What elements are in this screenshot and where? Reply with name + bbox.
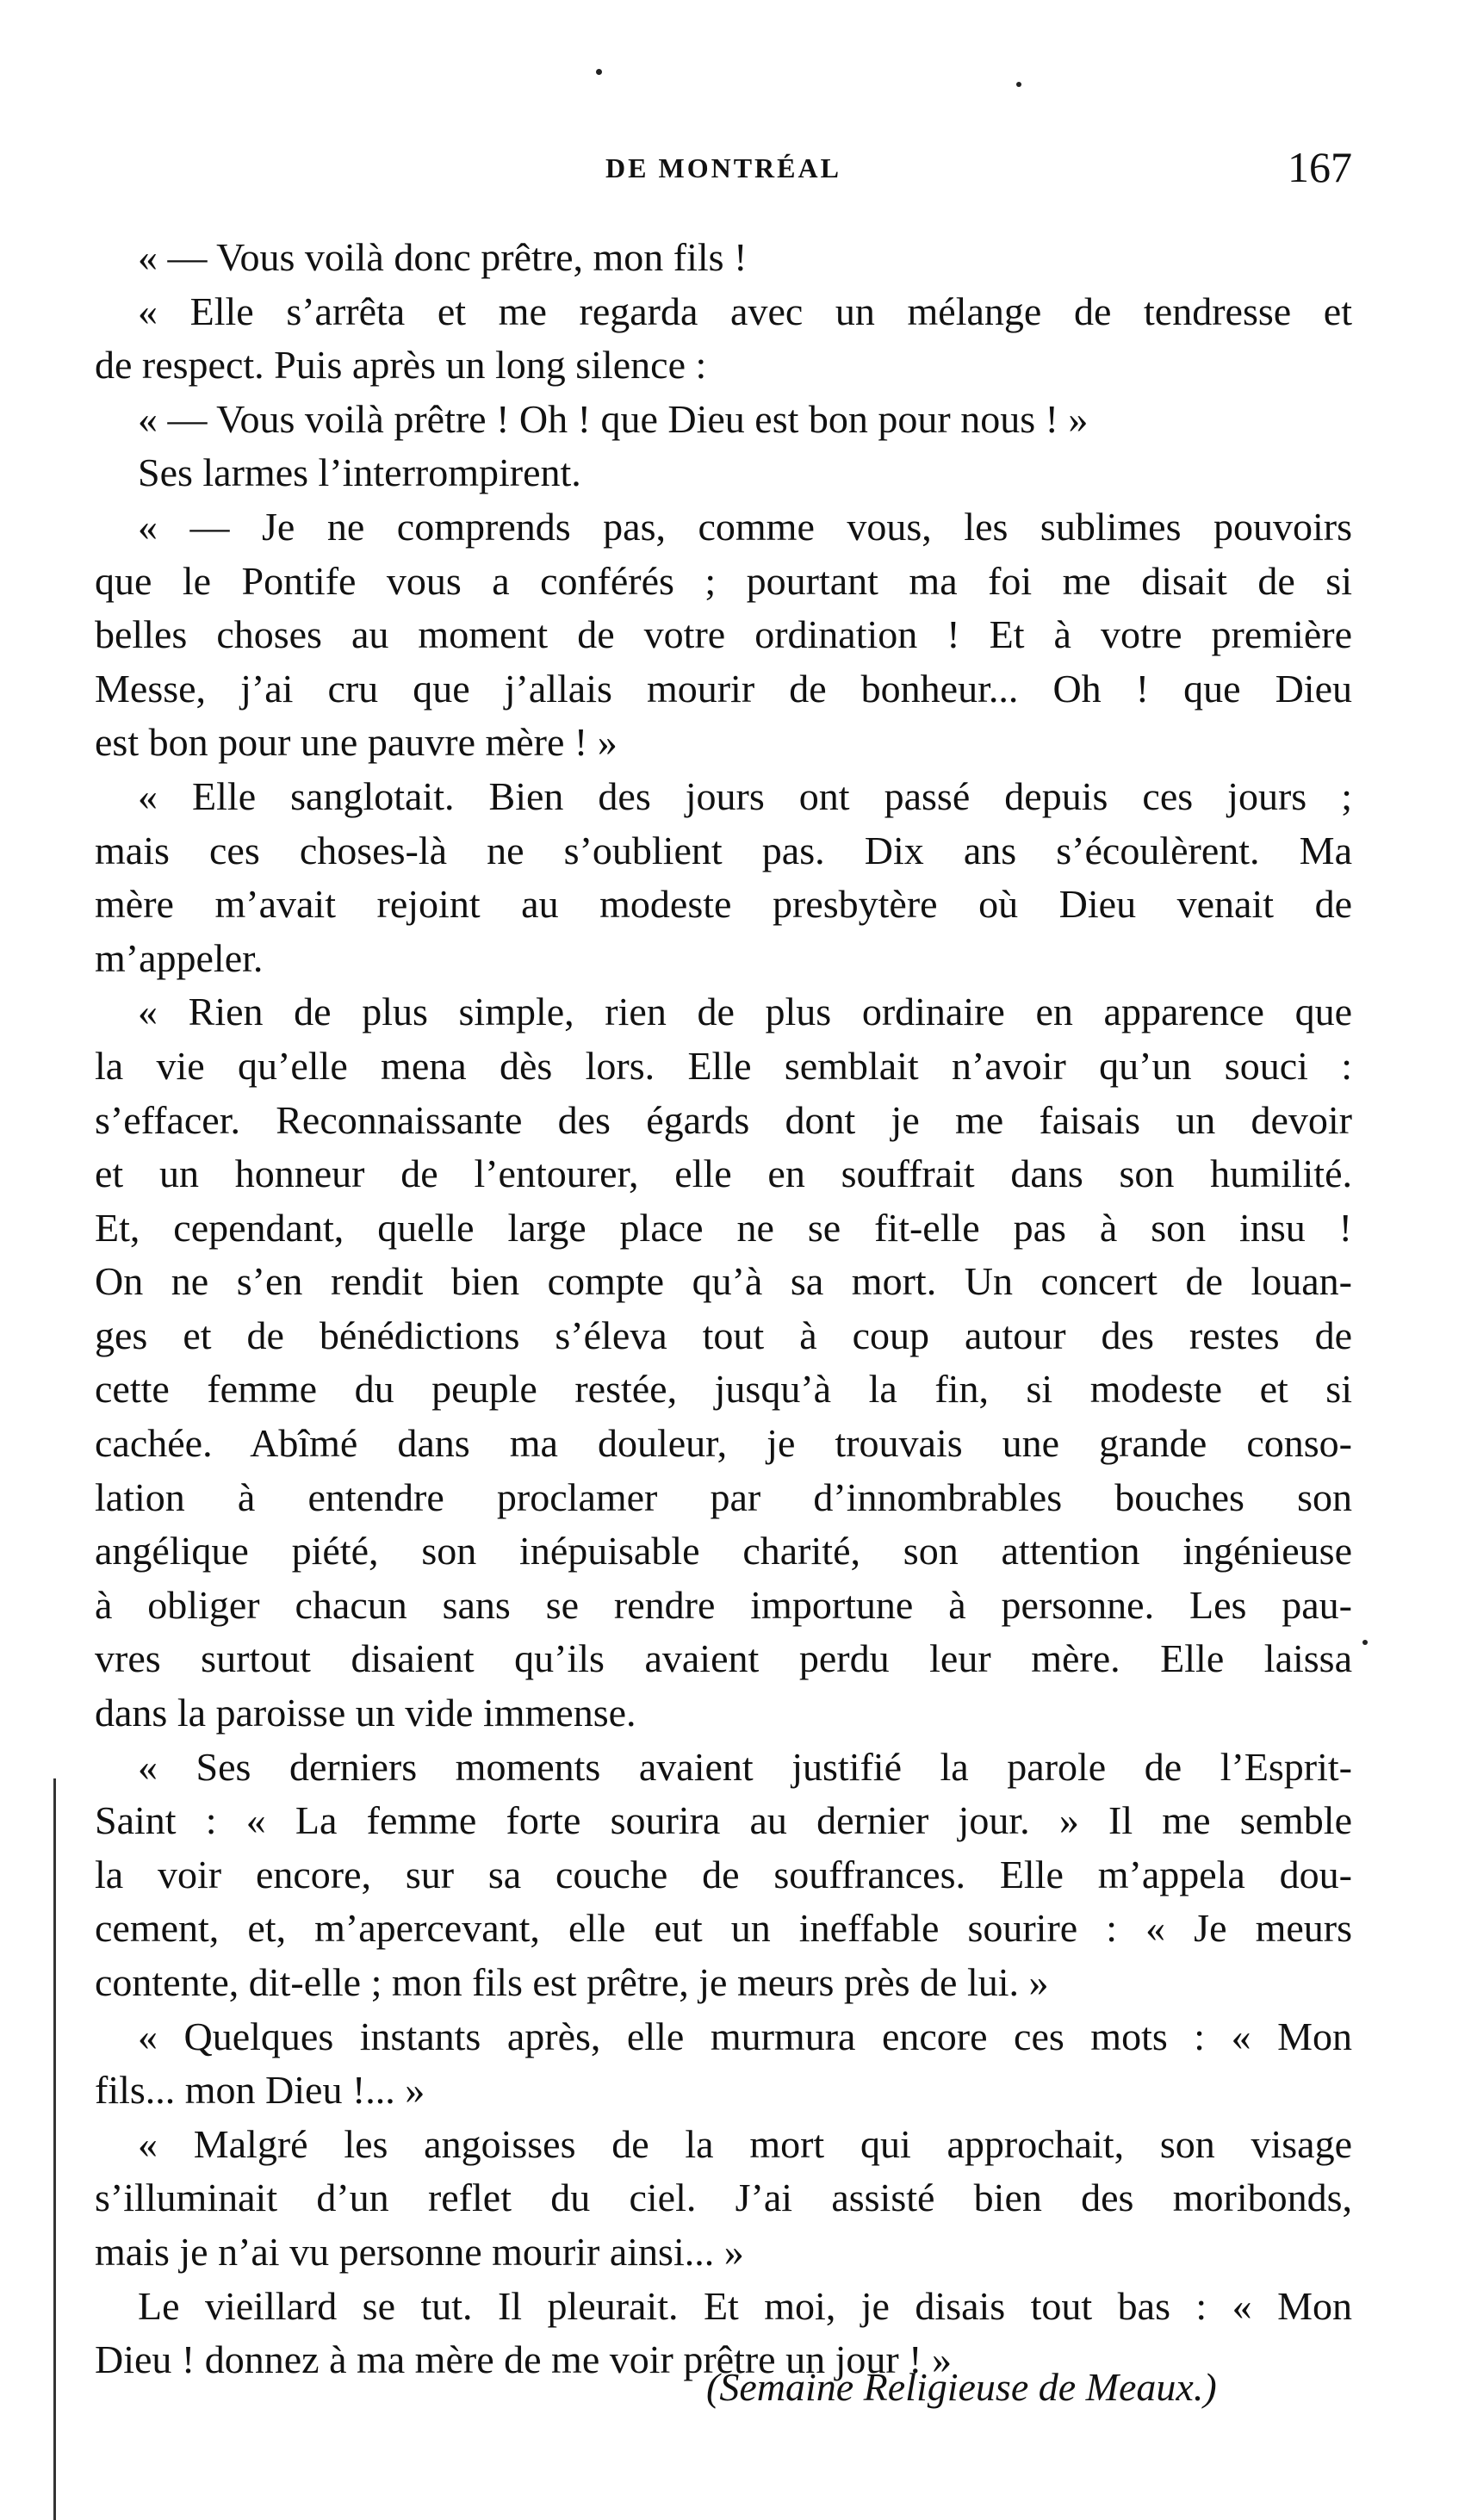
text-line: « — Je ne comprends pas, comme vous, les sublimes pouvoirs <box>138 504 1352 549</box>
text-line: Ses larmes l’interrompirent. <box>138 450 581 495</box>
text-line: que le Pontife vous a conférés ; pourtant ma foi me disait de si <box>95 558 1352 603</box>
text-line: cachée. Abîmé dans ma douleur, je trouvais une grande conso- <box>95 1421 1352 1466</box>
text-line: cette femme du peuple restée, jusqu’à la fin, si modeste et si <box>95 1367 1352 1412</box>
text-line: contente, dit-elle ; mon fils est prêtre, je meurs près de lui. » <box>95 1960 1049 2004</box>
text-line: « — Vous voilà prêtre ! Oh ! que Dieu est bon pour nous ! » <box>138 396 1089 441</box>
text-line: « Elle s’arrêta et me regarda avec un mélange de tendresse et <box>138 289 1352 333</box>
text-line: Saint : « La femme forte sourira au dernier jour. » Il me semble <box>95 1798 1352 1843</box>
text-line: lation à entendre proclamer par d’innombrables bouches son <box>95 1474 1352 1519</box>
text-line: Et, cependant, quelle large place ne se fit-elle pas à son insu ! <box>95 1205 1352 1250</box>
text-line: m’appeler. <box>95 935 264 980</box>
text-line: s’illuminait d’un reflet du ciel. J’ai assisté bien des moribonds, <box>95 2176 1352 2220</box>
text-line: Le vieillard se tut. Il pleurait. Et moi, je disais tout bas : « Mon <box>138 2283 1352 2328</box>
text-line: « Rien de plus simple, rien de plus ordinaire en apparence que <box>138 990 1352 1034</box>
text-line: belles choses au moment de votre ordination ! Et à votre première <box>95 612 1352 657</box>
text-line: angélique piété, son inépuisable charité, son attention ingénieuse <box>95 1529 1352 1573</box>
source-citation: (Semaine Religieuse de Meaux.) <box>706 2365 1217 2409</box>
text-line: la vie qu’elle mena dès lors. Elle semblait n’avoir qu’un souci : <box>95 1043 1352 1088</box>
text-line: dans la paroisse un vide immense. <box>95 1691 636 1735</box>
text-line: à obliger chacun sans se rendre importune à personne. Les pau- <box>95 1582 1352 1627</box>
body-text <box>95 231 1352 2387</box>
text-line: cement, et, m’apercevant, elle eut un ineffable sourire : « Je meurs <box>95 1906 1352 1951</box>
text-line: fils... mon Dieu !... » <box>95 2068 425 2113</box>
text-line: « Elle sanglotait. Bien des jours ont passé depuis ces jours ; <box>138 773 1352 818</box>
text-line: mère m’avait rejoint au modeste presbytère où Dieu venait de <box>95 882 1352 927</box>
ink-speck <box>1362 1640 1368 1645</box>
margin-rule <box>53 1778 56 2520</box>
text-line: mais je n’ai vu personne mourir ainsi... » <box>95 2229 744 2274</box>
text-line: ges et de bénédictions s’éleva tout à coup autour des restes de <box>95 1313 1352 1357</box>
text-line: vres surtout disaient qu’ils avaient perdu leur mère. Elle laissa <box>95 1636 1352 1681</box>
text-line: « — Vous voilà donc prêtre, mon fils ! <box>138 235 748 279</box>
text-line: la voir encore, sur sa couche de souffrances. Elle m’appela dou- <box>95 1852 1352 1896</box>
text-line: mais ces choses-là ne s’oublient pas. Dix ans s’écoulèrent. Ma <box>95 828 1352 872</box>
page-header <box>95 142 1352 202</box>
text-line: Dieu ! donnez à ma mère de me voir prêtre un jour ! » <box>95 2337 952 2382</box>
ink-speck <box>1016 82 1021 87</box>
text-line: « Quelques instants après, elle murmura encore ces mots : « Mon <box>138 2014 1352 2058</box>
text-line: et un honneur de l’entourer, elle en souffrait dans son humilité. <box>95 1151 1352 1196</box>
text-line: On ne s’en rendit bien compte qu’à sa mort. Un concert de louan- <box>95 1259 1352 1304</box>
running-head: DE MONTRÉAL <box>605 152 841 183</box>
text-line: « Malgré les angoisses de la mort qui approchait, son visage <box>138 2121 1352 2166</box>
text-line: « Ses derniers moments avaient justifié la parole de l’Esprit- <box>138 1744 1352 1789</box>
page-number: 167 <box>1288 143 1352 191</box>
text-line: est bon pour une pauvre mère ! » <box>95 720 618 765</box>
ink-speck <box>596 69 602 75</box>
text-line: de respect. Puis après un long silence : <box>95 343 707 388</box>
text-line: s’effacer. Reconnaissante des égards dont je me faisais un devoir <box>95 1097 1352 1142</box>
text-line: Messe, j’ai cru que j’allais mourir de bonheur... Oh ! que Dieu <box>95 666 1352 711</box>
